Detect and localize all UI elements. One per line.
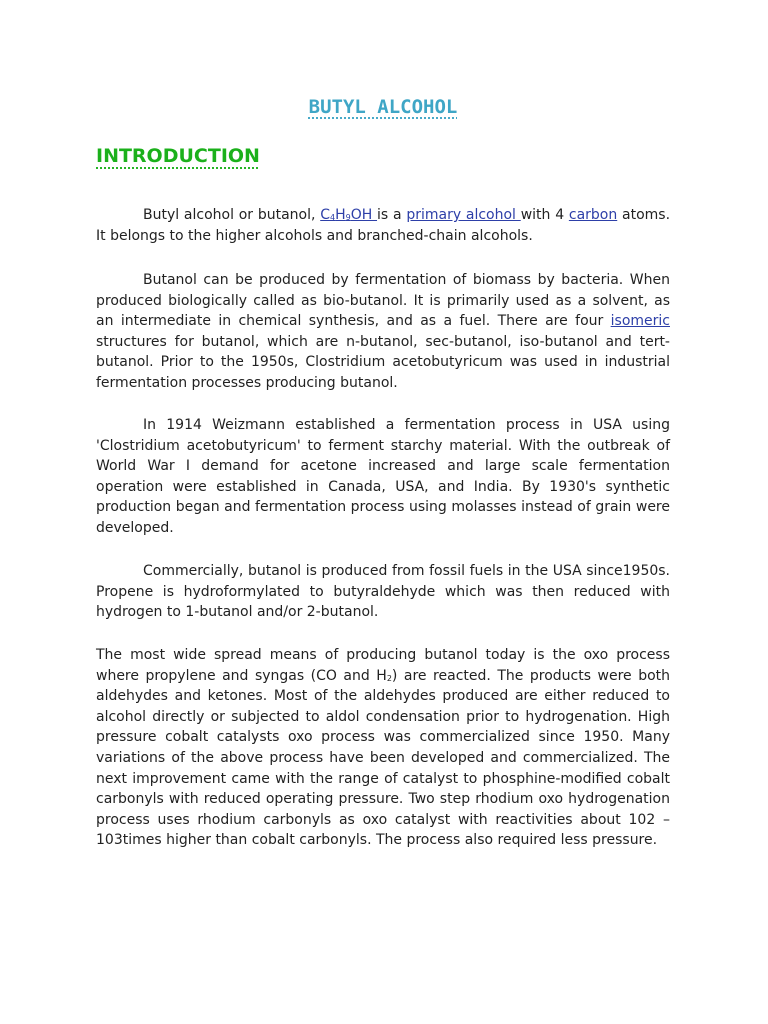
paragraph-2: Butanol can be produced by fermentation of biomass by bacteria. When produced biologically called as bio-butanol. It is primarily used as a solvent, as an intermediate in chemical synthesis, and as a fuel. There are four isomeric structures for butanol, which are n-butanol, sec-butanol, iso-butanol and tert-butanol. Prior to the 1950s, Clostridium acetobutyricum was used in industrial fermentation processes producing butanol. [96, 272, 670, 391]
paragraph-5: The most wide spread means of producing butanol today is the oxo process where propylene and syngas (CO and $H_2$) are reacted. The products were both aldehydes and ketones. Most of the aldehydes produced are either reduced to alcohol directly or subjected to aldol condensation prior to hydrogenation. High pressure cobalt catalysts oxo process was commercialized since 1950. Many variations of the above process have been developed and commercialized. The next improvement came with the range of catalyst to phosphine-modified cobalt carbonyls with reduced operating pressure. Two step rhodium oxo hydrogenation process uses rhodium carbonyls as oxo catalyst with reactivities about 102 – 103times higher than cobalt carbonyls. The process also required less pressure. [96, 647, 671, 849]
formula-link[interactable]: $C_4H_9OH$ [320, 207, 378, 223]
document-title: BUTYL ALCOHOL [308, 96, 458, 118]
carbon-link[interactable]: carbon [568, 207, 618, 223]
section-heading: INTRODUCTION [96, 145, 260, 167]
isomeric-link[interactable]: isomeric [610, 313, 670, 330]
paragraph-1: Butyl alcohol or butanol, $C_4H_9OH$ is a primary alcohol with 4 carbon atoms. It belongs to the higher alcohols and branched-chain alcohols. [96, 207, 671, 244]
primary-alcohol-link[interactable]: primary alcohol [406, 207, 521, 223]
paragraph-4: Commercially, butanol is produced from fossil fuels in the USA since1950s. Propene is hydroformylated to butyraldehyde which was then reduced with hydrogen to 1-butanol and/or 2-butanol. [96, 563, 670, 621]
paragraph-3: In 1914 Weizmann established a fermentation process in USA using 'Clostridium acetobutyricum' to ferment starchy material. With the outbreak of World War I demand for acetone increased and large scale fermentation operation were established in Canada, USA, and India. By 1930's synthetic production began and fermentation process using molasses instead of grain were developed. [96, 417, 670, 536]
